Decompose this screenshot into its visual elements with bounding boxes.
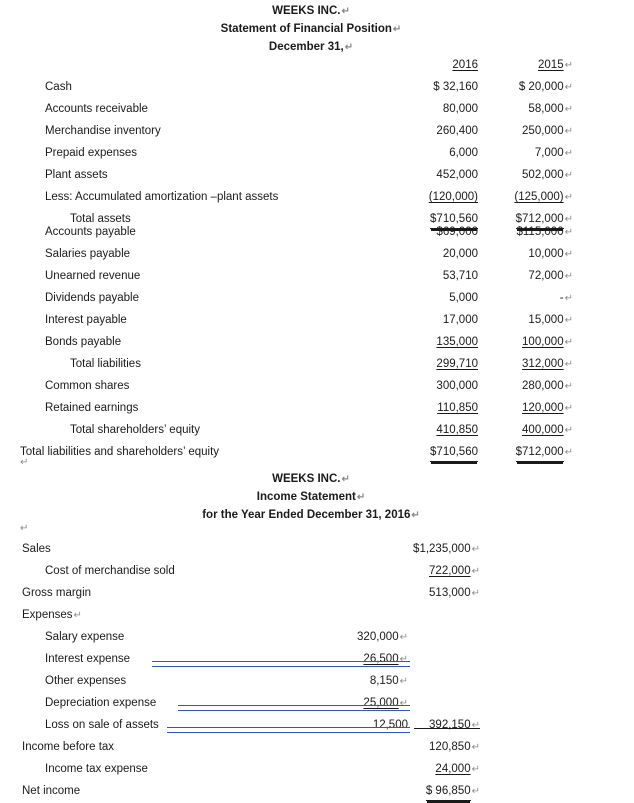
table-row (0, 309, 634, 331)
pilcrow-icon: ↵ (564, 214, 573, 225)
pilcrow-icon: ↵ (471, 544, 480, 555)
pilcrow-icon: ↵ (341, 6, 350, 17)
pilcrow-icon: ↵ (471, 720, 480, 731)
row-label: Total shareholders’ equity (70, 424, 200, 436)
pilcrow-icon: ↵ (344, 42, 354, 53)
row-label: Interest expense (45, 653, 131, 665)
row-value-2015: $712,000↵ (453, 441, 573, 464)
table-row-grand-total (0, 780, 634, 802)
income-statement-period: for the Year Ended December 31, 2016 (202, 509, 411, 521)
row-label: Income before tax (22, 741, 115, 753)
row-label: Depreciation expense (45, 697, 157, 709)
row-value-2016: 53,710 (442, 270, 478, 282)
row-value-outer: 392,150↵ (429, 719, 480, 731)
row-value-2016: 299,710 (436, 358, 478, 370)
table-row (0, 736, 634, 758)
income-statement-title-line-1 (0, 470, 634, 489)
row-value-2015: 15,000↵ (528, 314, 573, 326)
row-label: Accounts payable (45, 226, 136, 238)
table-row (0, 626, 634, 648)
row-label: Cash (45, 81, 72, 93)
row-label: Gross margin (22, 587, 92, 599)
pilcrow-icon: ↵ (471, 588, 480, 599)
row-value-2016: 452,000 (436, 169, 478, 181)
row-value-2016: 6,000 (449, 147, 478, 159)
pilcrow-icon: ↵ (564, 337, 573, 348)
row-value-2015: -↵ (559, 292, 573, 304)
row-value-2015: 502,000↵ (522, 169, 573, 181)
tab-leader-rule (152, 661, 410, 667)
tab-leader-rule (178, 705, 410, 711)
row-value-2016: 5,000 (449, 292, 478, 304)
row-label: Retained earnings (45, 402, 139, 414)
row-label: Salary expense (45, 631, 125, 643)
pilcrow-icon: ↵ (73, 610, 82, 621)
pilcrow-icon: ↵ (564, 381, 573, 392)
table-row (0, 76, 634, 98)
table-row (0, 98, 634, 120)
table-row (0, 287, 634, 309)
row-value-2015: 72,000↵ (528, 270, 573, 282)
pilcrow-icon: ↵ (564, 403, 573, 414)
pilcrow-icon: ↵ (564, 60, 573, 71)
table-row (0, 375, 634, 397)
subtotal-rule (414, 728, 480, 729)
row-value-2016: $ 32,160 (433, 81, 478, 93)
row-value-2015: 280,000↵ (522, 380, 573, 392)
row-value-2016: 260,400 (436, 125, 478, 137)
row-value-2015: 100,000↵ (522, 336, 573, 348)
pilcrow-icon: ↵ (564, 104, 573, 115)
table-row (0, 120, 634, 142)
row-value: $ 96,850↵ (360, 780, 480, 803)
row-label: Sales (22, 543, 51, 555)
table-row (0, 670, 634, 692)
table-row (0, 265, 634, 287)
table-row-total (0, 353, 634, 375)
table-row (0, 221, 634, 243)
pilcrow-icon: ↵ (341, 474, 350, 485)
column-header-2015: 2015↵ (538, 59, 573, 71)
pilcrow-icon: ↵ (564, 359, 573, 370)
table-row-grand-total (0, 441, 634, 463)
row-label: Interest payable (45, 314, 127, 326)
row-value-2016: 135,000 (436, 336, 478, 348)
table-row (0, 758, 634, 780)
income-statement-statement-name: Income Statement (256, 491, 356, 503)
pilcrow-icon: ↵ (471, 786, 480, 797)
row-value-2015: 312,000↵ (522, 358, 573, 370)
row-label: Unearned revenue (45, 270, 141, 282)
row-value: 722,000↵ (429, 565, 480, 577)
row-value-2016: 20,000 (442, 248, 478, 260)
pilcrow-icon: ↵ (399, 632, 408, 643)
pilcrow-icon: ↵ (20, 523, 29, 534)
row-value-2015: (125,000)↵ (514, 191, 573, 203)
pilcrow-icon: ↵ (411, 510, 420, 521)
row-label: Other expenses (45, 675, 127, 687)
income-statement-title-line-2 (0, 488, 634, 507)
table-row (0, 560, 634, 582)
balance-sheet-statement-name: Statement of Financial Position (220, 23, 392, 35)
table-row (0, 538, 634, 560)
row-value-2015: 10,000↵ (528, 248, 573, 260)
row-value-2016: 110,850 (437, 402, 478, 414)
row-value: 320,000↵ (357, 631, 408, 643)
pilcrow-icon: ↵ (399, 698, 408, 709)
row-value: 8,150↵ (369, 675, 408, 687)
row-value-2015: $115,000↵ (516, 226, 573, 238)
pilcrow-icon: ↵ (399, 676, 408, 687)
table-row-section-header (0, 604, 634, 626)
row-value-2015: 400,000↵ (522, 424, 573, 436)
row-value-2016: 410,850 (436, 424, 478, 436)
row-label: Merchandise inventory (45, 125, 161, 137)
row-label: Cost of merchandise sold (45, 565, 175, 577)
row-value-2016: 80,000 (442, 103, 478, 115)
row-value-2015: 250,000↵ (522, 125, 573, 137)
row-value-2015: 120,000↵ (522, 402, 573, 414)
balance-sheet-company-name: WEEKS INC. (272, 5, 341, 17)
pilcrow-icon: ↵ (564, 227, 573, 238)
row-value-2016: $710,560 (358, 208, 478, 230)
income-statement-company-name: WEEKS INC. (272, 473, 341, 485)
row-value-2016: (120,000) (428, 191, 478, 203)
row-value-2015: $ 20,000↵ (518, 81, 573, 93)
row-value: 513,000↵ (429, 587, 480, 599)
pilcrow-icon: ↵ (399, 654, 408, 665)
row-value-2015: 7,000↵ (534, 147, 573, 159)
balance-sheet-date: December 31, (268, 41, 344, 53)
row-value: $1,235,000↵ (413, 543, 480, 555)
row-value-2016: 17,000 (442, 314, 478, 326)
row-label: Net income (22, 785, 81, 797)
pilcrow-icon: ↵ (564, 293, 573, 304)
balance-sheet-column-headers (0, 54, 634, 76)
row-label: Total assets (70, 213, 131, 225)
pilcrow-icon: ↵ (564, 170, 573, 181)
pilcrow-icon: ↵ (471, 566, 480, 577)
table-row (0, 243, 634, 265)
table-row (0, 186, 634, 208)
row-label: Common shares (45, 380, 130, 392)
row-value-2016: 300,000 (436, 380, 478, 392)
balance-sheet-title-line-1 (0, 2, 634, 21)
pilcrow-icon: ↵ (564, 425, 573, 436)
pilcrow-icon: ↵ (564, 447, 573, 458)
row-label: Total liabilities (70, 358, 141, 370)
column-header-2016: 2016 (452, 59, 478, 71)
row-value-2015: $712,000↵ (453, 208, 573, 231)
row-value-inner: 12,500 (372, 719, 408, 731)
pilcrow-icon: ↵ (564, 315, 573, 326)
row-label: Expenses↵ (22, 609, 82, 621)
row-value-2016: $69,000 (436, 226, 478, 238)
table-row (0, 142, 634, 164)
row-label: Prepaid expenses (45, 147, 138, 159)
table-row (0, 331, 634, 353)
table-row (0, 397, 634, 419)
row-label: Less: Accumulated amortization –plant assets (45, 191, 279, 203)
row-value: 24,000↵ (435, 763, 480, 775)
row-value: 25,000↵ (363, 697, 408, 709)
row-label: Income tax expense (45, 763, 148, 775)
pilcrow-icon: ↵ (564, 249, 573, 260)
row-value-2015: 58,000↵ (528, 103, 573, 115)
row-label: Plant assets (45, 169, 108, 181)
pilcrow-icon: ↵ (471, 764, 480, 775)
pilcrow-icon: ↵ (564, 82, 573, 93)
table-row (0, 164, 634, 186)
pilcrow-icon: ↵ (356, 492, 366, 503)
pilcrow-icon: ↵ (392, 24, 402, 35)
row-label: Bonds payable (45, 336, 122, 348)
row-value: 26,500↵ (363, 653, 408, 665)
pilcrow-icon: ↵ (564, 271, 573, 282)
row-value-2016: $710,560 (358, 441, 478, 463)
row-label: Accounts receivable (45, 103, 148, 115)
row-value: 120,850↵ (429, 741, 480, 753)
pilcrow-icon: ↵ (471, 742, 480, 753)
row-label: Salaries payable (45, 248, 131, 260)
pilcrow-icon: ↵ (564, 148, 573, 159)
table-row-total (0, 419, 634, 441)
tab-leader-rule (167, 727, 410, 733)
pilcrow-icon: ↵ (20, 457, 29, 468)
table-row (0, 582, 634, 604)
balance-sheet-title-line-2 (0, 20, 634, 39)
pilcrow-icon: ↵ (564, 192, 573, 203)
row-label: Loss on sale of assets (45, 719, 159, 731)
income-statement-title-line-3 (0, 506, 634, 525)
pilcrow-icon: ↵ (564, 126, 573, 137)
row-label: Dividends payable (45, 292, 139, 304)
row-label: Total liabilities and shareholders’ equity (20, 446, 220, 458)
